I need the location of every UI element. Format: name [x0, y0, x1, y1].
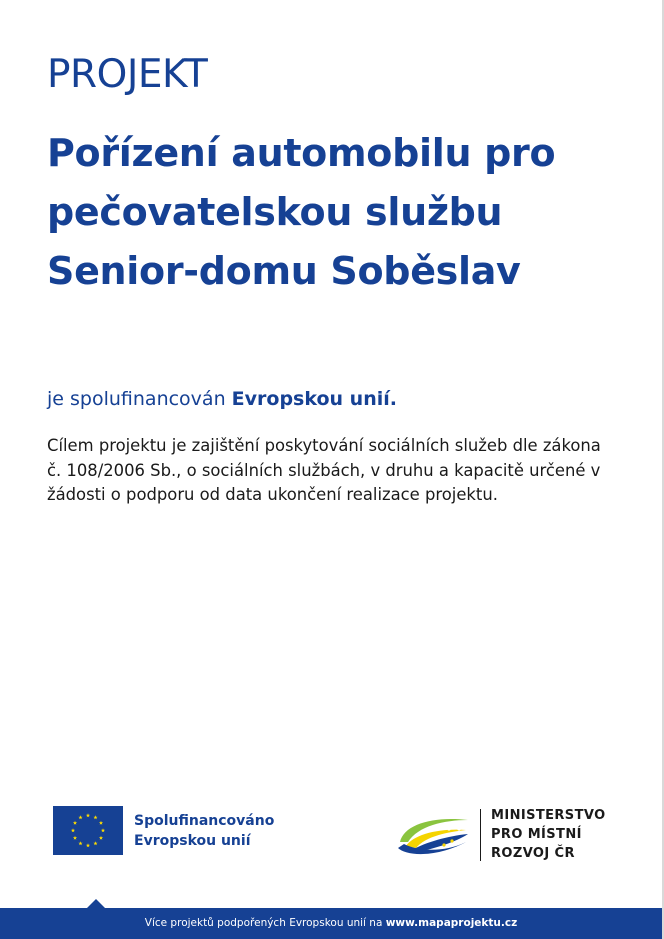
- project-label: PROJEKT: [47, 52, 208, 97]
- ministry-line1: MINISTERSTVO: [491, 808, 606, 823]
- eu-star-icon: [93, 815, 97, 819]
- ministry-logo-divider: [480, 809, 481, 861]
- cofinancing-eu: Evropskou unií.: [231, 388, 397, 410]
- eu-star-icon: [71, 828, 75, 832]
- project-title: Pořízení automobilu pro pečovatelskou službu Senior-domu Soběslav: [47, 131, 556, 293]
- ministry-line2: PRO MÍSTNÍ: [491, 827, 582, 842]
- eu-star-icon: [101, 828, 105, 832]
- eu-star-icon: [73, 821, 77, 825]
- ministry-logo: [396, 806, 606, 863]
- eu-star-icon: [73, 836, 77, 840]
- footer-bar: [0, 908, 662, 939]
- eu-star-icon: [99, 836, 103, 840]
- eu-star-icon: [93, 841, 97, 845]
- eu-star-icon: [86, 813, 90, 817]
- cofinancing-prefix: je spolufinancován: [47, 388, 226, 410]
- footer-text: Více projektů podpořených Evropskou unií na: [144, 917, 383, 929]
- ministry-emblem-icon: [396, 812, 470, 858]
- eu-logo-text: [134, 811, 274, 851]
- eu-logo-line1: Spolufinancováno: [134, 812, 275, 829]
- footer-notch: [87, 899, 105, 908]
- eu-star-icon: [78, 815, 82, 819]
- eu-logo-line2: Evropskou unií: [134, 832, 251, 849]
- eu-star-icon: [99, 821, 103, 825]
- eu-cofinancing-logo: [53, 806, 274, 855]
- project-description: Cílem projektu je zajištění poskytování sociálních služeb dle zákona č. 108/2006 Sb., o sociálních službách, v druhu a kapacitě určené v žádosti o podporu od data ukončení realizace projektu.: [47, 436, 601, 504]
- cofinancing-statement: [47, 386, 397, 412]
- eu-star-icon: [78, 841, 82, 845]
- ministry-line3: ROZVOJ ČR: [491, 846, 575, 861]
- eu-flag-icon: [53, 806, 123, 855]
- ministry-logo-text: [491, 806, 606, 863]
- eu-star-icon: [86, 843, 90, 847]
- footer-link[interactable]: www.mapaprojektu.cz: [385, 917, 518, 929]
